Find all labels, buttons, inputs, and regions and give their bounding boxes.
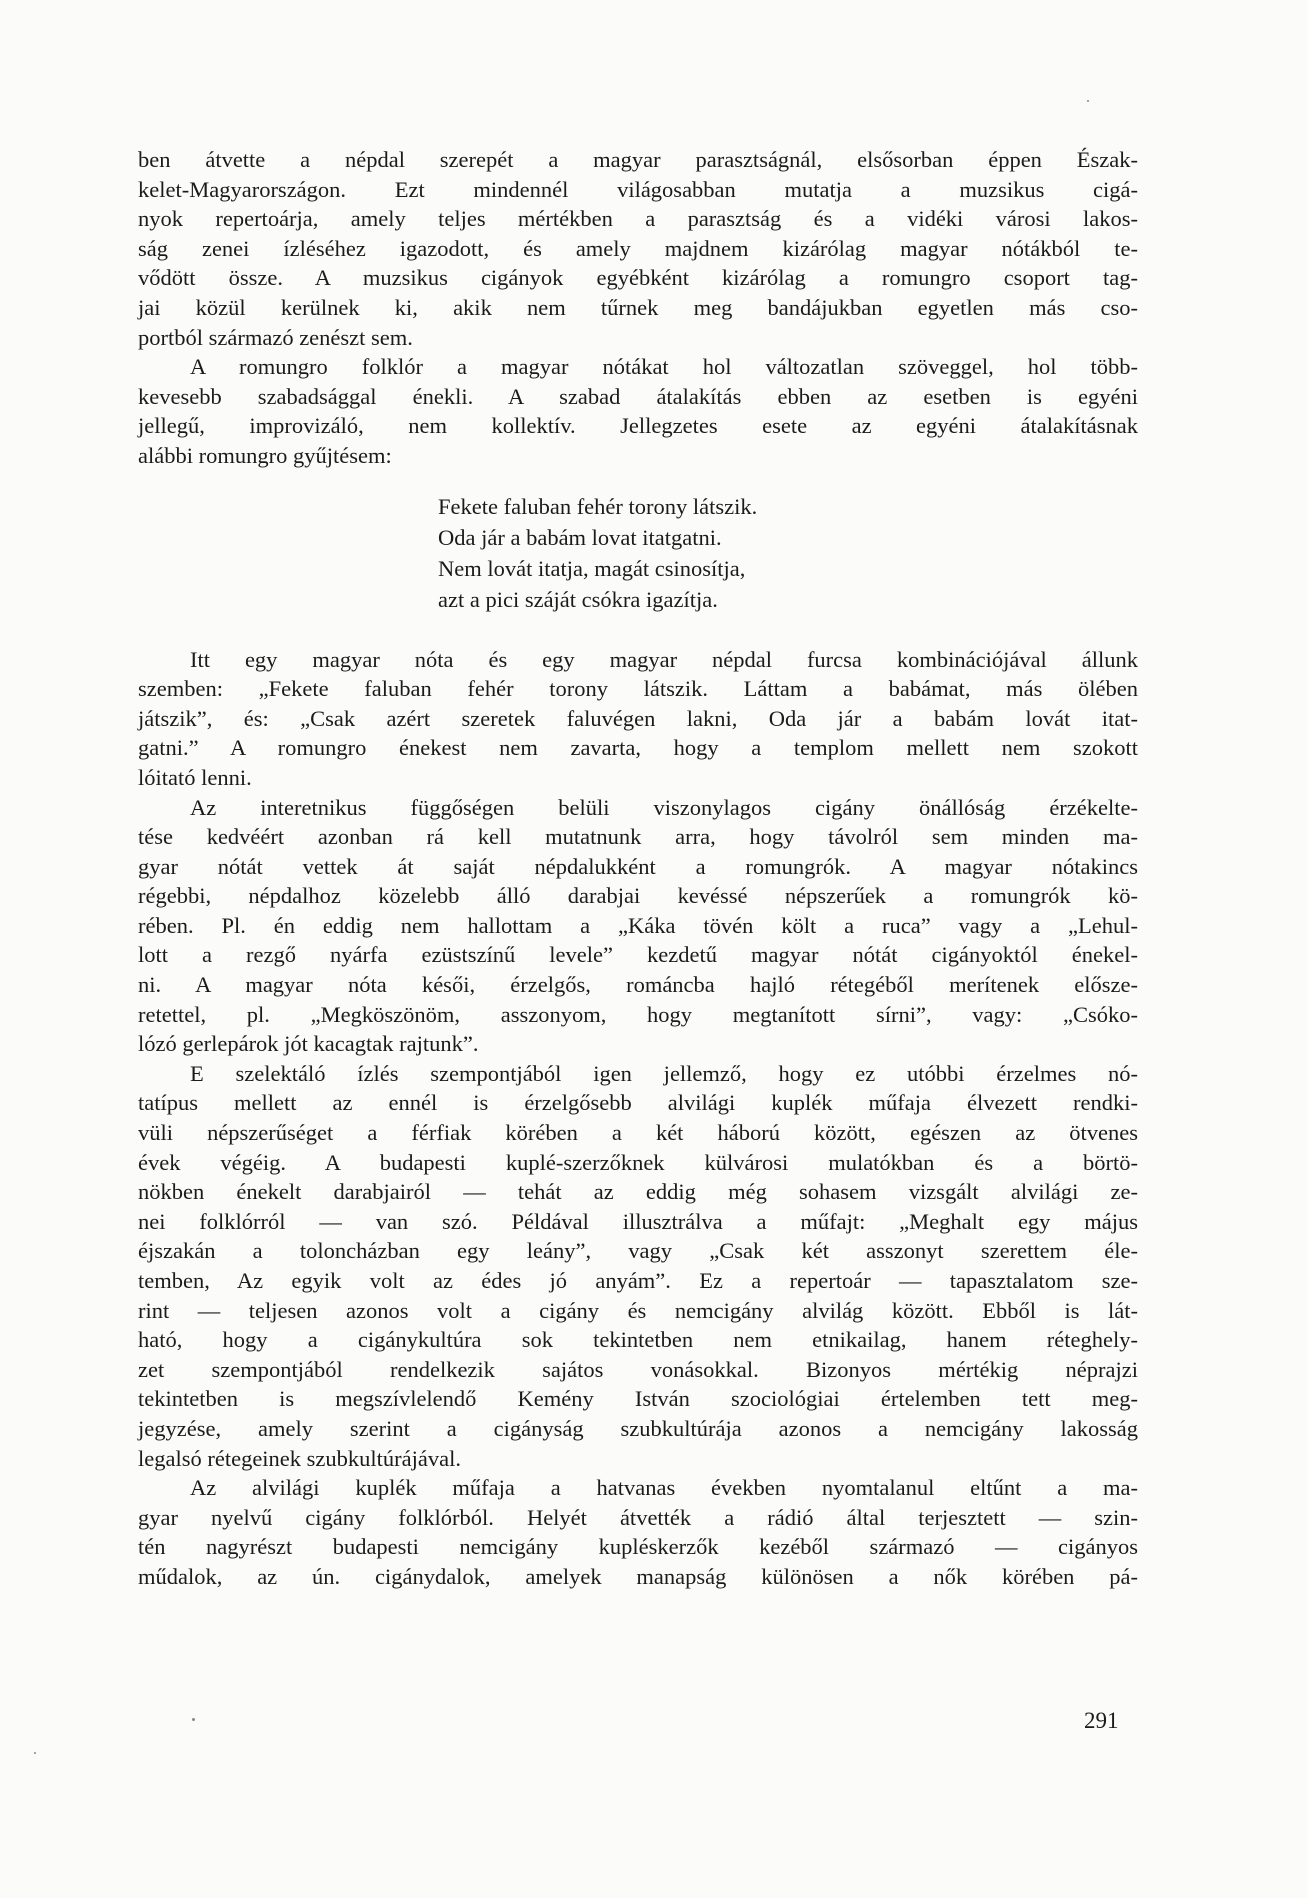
text-line: ben átvette a népdal szerepét a magyar parasztságnál, elsősorban éppen Észak- [138,147,1138,172]
paragraph-6 [138,1473,1138,1591]
poem-line: azt a pici száját csókra igazítja. [438,586,718,612]
paragraph-3 [138,645,1138,793]
text-line: alábbi romungro gyűjtésem: [138,442,392,468]
poem-line: Fekete faluban fehér torony látszik. [438,493,758,519]
text-line: jellegű, improvizáló, nem kollektív. Jellegzetes esete az egyéni átalakításnak [138,413,1138,439]
text-line: Itt egy magyar nóta és egy magyar népdal furcsa kombinációjával állunk [190,646,1138,672]
text-line: régebbi, népdalhoz közelebb álló darabjai kevéssé népszerűek a romungrók kö- [138,883,1138,909]
text-line: temben, Az egyik volt az édes jó anyám”. Ez a repertoár — tapasztalatom sze- [138,1268,1138,1293]
text-line: évek végéig. A budapesti kuplé-szerzőknek külvárosi mulatókban és a börtö- [138,1149,1138,1175]
text-line: portból származó zenészt sem. [138,324,413,350]
text-line: retettel, pl. „Megköszönöm, asszonyom, hogy megtanított sírni”, vagy: „Csóko- [138,1001,1138,1027]
text-line: ni. A magyar nóta késői, érzelgős, románcba hajló rétegéből merítenek elősze- [138,972,1138,998]
text-line: gyar nyelvű cigány folklórból. Helyét átvették a rádió által terjesztett — szin- [138,1504,1138,1530]
text-line: ható, hogy a cigánykultúra sok tekintetben nem etnikailag, hanem réteghely- [138,1327,1138,1353]
poem-line: Nem lovát itatja, magát csinosítja, [438,555,746,581]
text-line: legalsó rétegeinek szubkultúrájával. [138,1445,461,1471]
poem-line: Oda jár a babám lovat itatgatni. [438,524,722,550]
text-line: tén nagyrészt budapesti nemcigány kupléskerzők kezéből származó — cigányos [138,1534,1138,1560]
text-line: lott a rezgő nyárfa ezüstszínű levele” kezdetű magyar nótát cigányoktól énekel- [138,942,1138,968]
text-line: nyok repertoárja, amely teljes mértékben a parasztság és a vidéki városi lakos- [138,206,1138,232]
text-line: lózó gerlepárok jót kacagtak rajtunk”. [138,1031,479,1057]
text-line: nei folklórról — van szó. Példával illusztrálva a műfajt: „Meghalt egy május [138,1208,1138,1234]
text-line: zet szempontjából rendelkezik sajátos vonásokkal. Bizonyos mértékig néprajzi [138,1356,1138,1382]
text-line: rében. Pl. én eddig nem hallottam a „Káka tövén költ a ruca” vagy a „Lehul- [138,912,1138,938]
text-line: E szelektáló ízlés szempontjából igen jellemző, hogy ez utóbbi érzelmes nó- [190,1060,1138,1086]
text-line: tatípus mellett az ennél is érzelgősebb alvilági kuplék műfaja élvezett rendki- [138,1090,1138,1116]
text-line: lóitató lenni. [138,764,252,790]
text-line: jegyzése, amely szerint a cigányság szubkultúrája azonos a nemcigány lakosság [138,1415,1138,1441]
scan-speck [192,1718,195,1721]
text-line: szemben: „Fekete faluban fehér torony látszik. Láttam a babámat, más ölében [138,676,1138,702]
text-line: A romungro folklór a magyar nótákat hol változatlan szöveggel, hol több- [190,354,1138,380]
paragraph-4 [138,793,1138,1059]
text-line: nökben énekelt darabjairól — tehát az eddig még sohasem vizsgált alvilági ze- [138,1179,1138,1205]
text-line: játszik”, és: „Csak azért szeretek faluvégen lakni, Oda jár a babám lovát itat- [138,705,1138,731]
text-line: gyar nótát vettek át saját népdalukként a romungrók. A magyar nótakincs [138,853,1138,879]
page-number: 291 [1084,1708,1119,1733]
text-line: kevesebb szabadsággal énekli. A szabad átalakítás ebben az esetben is egyéni [138,383,1138,409]
text-line: tekintetben is megszívlelendő Kemény István szociológiai értelemben tett meg- [138,1386,1138,1412]
text-line: vődött össze. A muzsikus cigányok egyébként kizárólag a romungro csoport tag- [138,265,1138,291]
spacer [138,615,1138,645]
poem-quote [138,491,1138,615]
scan-speck [1087,100,1089,102]
scan-speck [34,1752,36,1754]
text-line: vüli népszerűséget a férfiak körében a két háború között, egészen az ötvenes [138,1120,1138,1146]
body-text [138,145,1138,1592]
text-line: Az interetnikus függőségen belüli viszonylagos cigány önállóság érzékelte- [190,794,1138,820]
text-line: kelet-Magyarországon. Ezt mindennél világosabban mutatja a muzsikus cigá- [138,176,1138,202]
text-line: éjszakán a toloncházban egy leány”, vagy „Csak két asszonyt szerettem éle- [138,1238,1138,1264]
text-line: ság zenei ízléséhez igazodott, és amely majdnem kizárólag magyar nótákból te- [138,235,1138,261]
text-line: Az alvilági kuplék műfaja a hatvanas években nyomtalanul eltűnt a ma- [190,1475,1138,1501]
text-line: jai közül kerülnek ki, akik nem tűrnek meg bandájukban egyetlen más cso- [138,294,1138,320]
spacer [138,471,1138,491]
text-line: tése kedvéért azonban rá kell mutatnunk arra, hogy távolról sem minden ma- [138,824,1138,850]
text-line: műdalok, az ún. cigánydalok, amelyek manapság különösen a nők körében pá- [138,1563,1138,1589]
text-line: gatni.” A romungro énekest nem zavarta, hogy a templom mellett nem szokott [138,735,1138,761]
paragraph-5 [138,1059,1138,1473]
paragraph-1 [138,145,1138,352]
paragraph-2 [138,352,1138,470]
text-line: rint — teljesen azonos volt a cigány és nemcigány alvilág között. Ebből is lát- [138,1297,1138,1323]
